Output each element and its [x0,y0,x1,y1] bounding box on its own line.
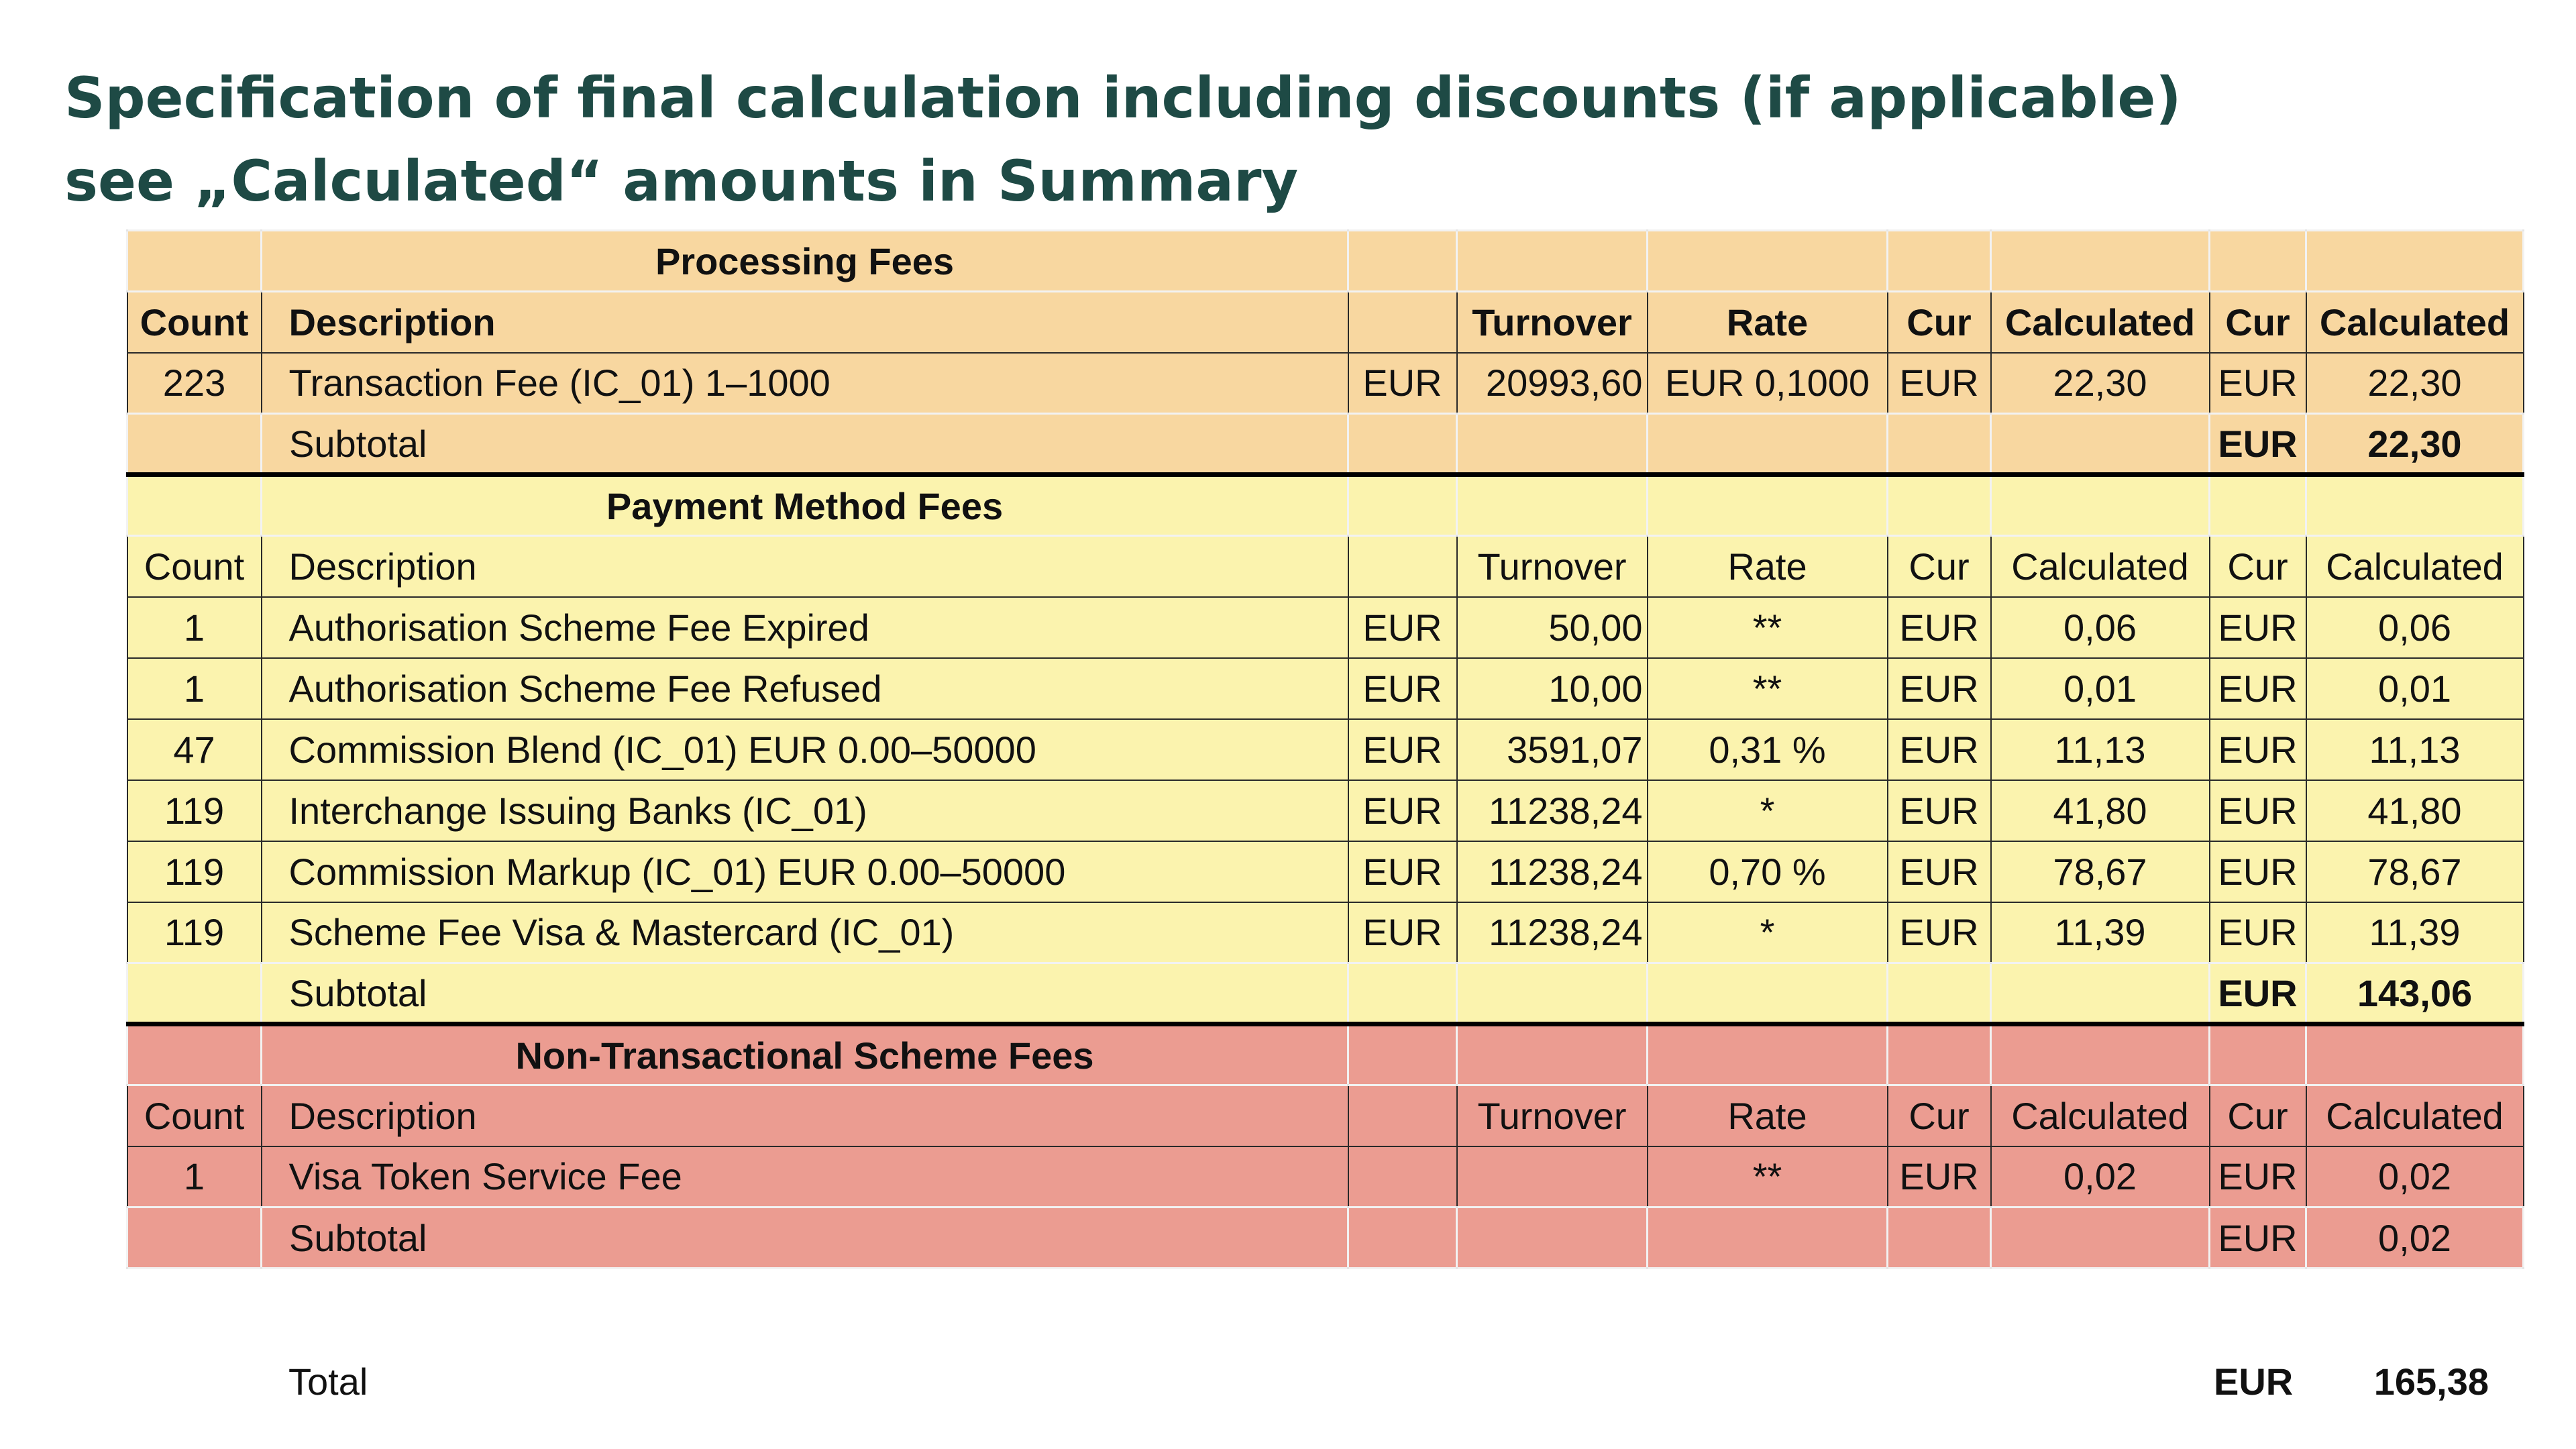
turnover-header: Turnover [1457,536,1648,597]
total-amount: 165,38 [2373,1360,2489,1403]
rate-cell: * [1648,780,1888,841]
turnover-cell: 20993,60 [1457,353,1648,414]
count-cell: 1 [127,1146,262,1208]
count-cell: 223 [127,353,262,414]
description-cell: Transaction Fee (IC_01) 1–1000 [262,353,1348,414]
cur-cell: EUR [2210,1146,2306,1208]
count-header: Count [127,1085,262,1146]
table-row [127,902,2524,963]
subtotal-label: Subtotal [262,414,1348,475]
subtotal-currency: EUR [2210,963,2306,1024]
table-row [127,841,2524,902]
payment-method-fees-title: Payment Method Fees [262,475,1348,536]
table-row [127,658,2524,719]
payment-method-fees-header-row [127,475,2524,536]
rate-cell: 0,70 % [1648,841,1888,902]
subtotal-amount: 143,06 [2306,963,2524,1024]
cur-cell: EUR [2210,780,2306,841]
description-cell: Commission Markup (IC_01) EUR 0.00–50000 [262,841,1348,902]
count-cell: 47 [127,719,262,780]
rate-cell: * [1648,902,1888,963]
cur-cell: EUR [1888,902,1991,963]
description-header: Description [262,536,1348,597]
subtotal-currency: EUR [2210,1208,2306,1269]
payment-method-fees-section [127,475,2524,1024]
processing-fees-subtotal-row [127,414,2524,475]
cur-cell: EUR [1888,780,1991,841]
calculated-cell: 0,02 [2306,1146,2524,1208]
cur-cell: EUR [2210,597,2306,658]
turnover-cell: 10,00 [1457,658,1648,719]
cur-cell: EUR [1888,658,1991,719]
calculated-cell: 22,30 [1991,353,2210,414]
table-row [127,353,2524,414]
rate-header: Rate [1648,292,1888,353]
currency-blank-header [1348,1085,1457,1146]
currency-cell: EUR [1348,902,1457,963]
calculated-cell: 22,30 [2306,353,2524,414]
page-title [64,56,2182,223]
calculated-header: Calculated [1991,1085,2210,1146]
page-title-line-1: Specification of final calculation including discounts (if applicable) [64,65,2182,131]
count-cell: 119 [127,841,262,902]
count-cell: 1 [127,597,262,658]
currency-cell: EUR [1348,597,1457,658]
calculated-cell: 11,13 [1991,719,2210,780]
subtotal-label: Subtotal [262,1208,1348,1269]
payment-method-fees-column-headers [127,536,2524,597]
calculated-cell: 0,01 [2306,658,2524,719]
cur-cell: EUR [2210,841,2306,902]
turnover-cell: 11238,24 [1457,902,1648,963]
currency-cell: EUR [1348,780,1457,841]
cur-header: Cur [1888,292,1991,353]
subtotal-amount: 22,30 [2306,414,2524,475]
calculated-header: Calculated [2306,292,2524,353]
calculated-cell: 41,80 [1991,780,2210,841]
cur-header: Cur [2210,292,2306,353]
non-transactional-fees-section [127,1024,2524,1269]
description-cell: Scheme Fee Visa & Mastercard (IC_01) [262,902,1348,963]
cur-cell: EUR [2210,902,2306,963]
total-currency: EUR [2214,1360,2294,1403]
turnover-cell: 11238,24 [1457,780,1648,841]
calculated-header: Calculated [1991,292,2210,353]
cur-cell: EUR [2210,353,2306,414]
count-header: Count [127,292,262,353]
non-transactional-fees-subtotal-row [127,1208,2524,1269]
currency-cell: EUR [1348,658,1457,719]
currency-blank-header [1348,536,1457,597]
cur-cell: EUR [2210,658,2306,719]
cur-header: Cur [1888,536,1991,597]
non-transactional-fees-title: Non-Transactional Scheme Fees [262,1024,1348,1085]
processing-fees-section [127,231,2524,475]
calculated-header: Calculated [1991,536,2210,597]
rate-cell: ** [1648,1146,1888,1208]
processing-fees-header-row [127,231,2524,292]
processing-fees-title: Processing Fees [262,231,1348,292]
payment-method-fees-subtotal-row [127,963,2524,1024]
turnover-header: Turnover [1457,1085,1648,1146]
count-cell: 119 [127,902,262,963]
cur-cell: EUR [1888,719,1991,780]
description-cell: Visa Token Service Fee [262,1146,1348,1208]
calculated-cell: 78,67 [2306,841,2524,902]
subtotal-amount: 0,02 [2306,1208,2524,1269]
total-row [0,1348,2576,1415]
subtotal-label: Subtotal [262,963,1348,1024]
cur-cell: EUR [2210,719,2306,780]
turnover-cell: 3591,07 [1457,719,1648,780]
fee-specification-table [126,229,2524,1269]
table-row [127,1146,2524,1208]
rate-cell: 0,31 % [1648,719,1888,780]
subtotal-currency: EUR [2210,414,2306,475]
rate-cell: EUR 0,1000 [1648,353,1888,414]
calculated-cell: 41,80 [2306,780,2524,841]
total-label: Total [288,1360,368,1403]
rate-header: Rate [1648,1085,1888,1146]
currency-cell: EUR [1348,353,1457,414]
calculated-cell: 0,01 [1991,658,2210,719]
currency-cell [1348,1146,1457,1208]
non-transactional-fees-column-headers [127,1085,2524,1146]
turnover-cell: 11238,24 [1457,841,1648,902]
turnover-cell: 50,00 [1457,597,1648,658]
table-row [127,719,2524,780]
calculated-header: Calculated [2306,1085,2524,1146]
currency-cell: EUR [1348,719,1457,780]
cur-header: Cur [2210,1085,2306,1146]
cur-header: Cur [2210,536,2306,597]
calculated-cell: 0,06 [2306,597,2524,658]
count-cell: 119 [127,780,262,841]
cur-header: Cur [1888,1085,1991,1146]
currency-blank-header [1348,292,1457,353]
calculated-header: Calculated [2306,536,2524,597]
rate-cell: ** [1648,597,1888,658]
cur-cell: EUR [1888,841,1991,902]
count-cell: 1 [127,658,262,719]
calculated-cell: 0,06 [1991,597,2210,658]
calculated-cell: 0,02 [1991,1146,2210,1208]
description-cell: Commission Blend (IC_01) EUR 0.00–50000 [262,719,1348,780]
calculated-cell: 11,13 [2306,719,2524,780]
calculated-cell: 11,39 [1991,902,2210,963]
description-cell: Interchange Issuing Banks (IC_01) [262,780,1348,841]
rate-cell: ** [1648,658,1888,719]
processing-fees-column-headers [127,292,2524,353]
count-header: Count [127,536,262,597]
calculated-cell: 11,39 [2306,902,2524,963]
description-cell: Authorisation Scheme Fee Expired [262,597,1348,658]
description-header: Description [262,1085,1348,1146]
turnover-cell [1457,1146,1648,1208]
page-title-line-2: see „Calculated“ amounts in Summary [64,148,1299,214]
cur-cell: EUR [1888,597,1991,658]
description-header: Description [262,292,1348,353]
rate-header: Rate [1648,536,1888,597]
cur-cell: EUR [1888,1146,1991,1208]
description-cell: Authorisation Scheme Fee Refused [262,658,1348,719]
non-transactional-fees-header-row [127,1024,2524,1085]
currency-cell: EUR [1348,841,1457,902]
cur-cell: EUR [1888,353,1991,414]
turnover-header: Turnover [1457,292,1648,353]
table-row [127,597,2524,658]
table-row [127,780,2524,841]
calculated-cell: 78,67 [1991,841,2210,902]
